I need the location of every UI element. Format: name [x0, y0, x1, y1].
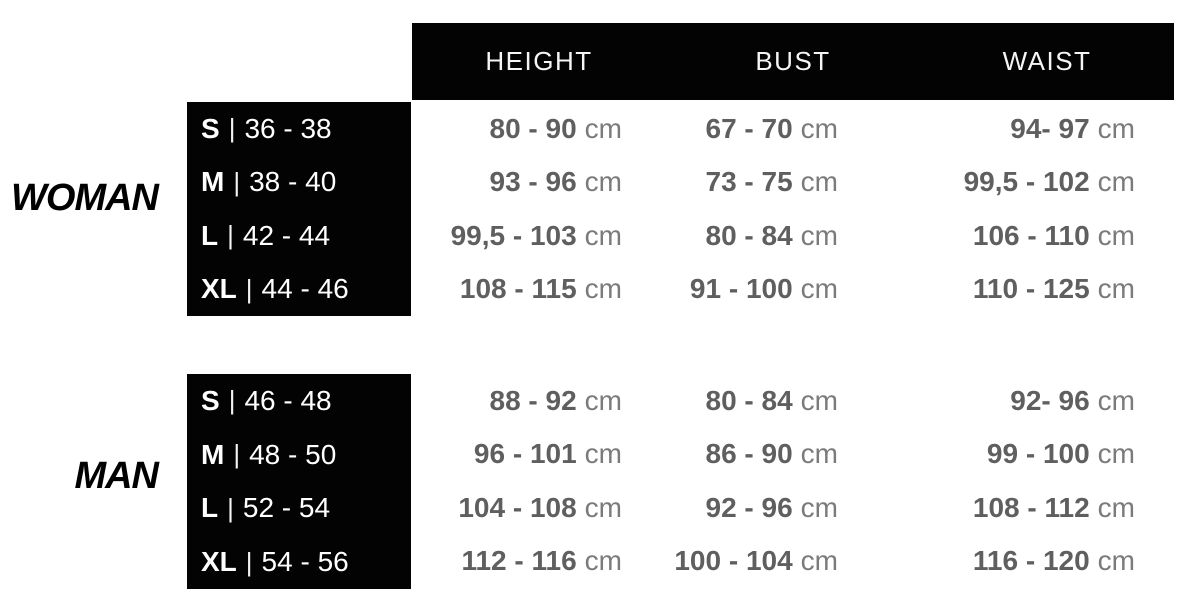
- size-letter: S: [201, 112, 220, 144]
- column-header-bust: BUST: [755, 46, 831, 76]
- value-number: 108 - 112: [972, 491, 1090, 523]
- value-number: 80 - 84: [705, 219, 793, 251]
- size-separator: |: [245, 546, 253, 577]
- woman-xl-height: [412, 263, 666, 317]
- value-unit: cm: [1097, 384, 1135, 416]
- size-separator: |: [233, 439, 241, 470]
- value-unit: cm: [584, 491, 622, 523]
- size-separator: |: [233, 166, 241, 197]
- woman-size-row-l: [187, 209, 411, 263]
- size-range: 36 - 38: [244, 112, 332, 144]
- man-xl-waist: [920, 535, 1174, 589]
- size-range: 38 - 40: [249, 166, 337, 198]
- woman-xl-bust: [666, 263, 920, 317]
- woman-l-height: [412, 209, 666, 263]
- size-letter: S: [201, 384, 220, 416]
- value-number: 93 - 96: [489, 166, 577, 198]
- man-l-height: [412, 481, 666, 535]
- man-l-bust: [666, 481, 920, 535]
- woman-size-row-m: [187, 156, 411, 210]
- man-size-row-l: [187, 482, 411, 536]
- size-letter: M: [201, 166, 225, 198]
- woman-values: [412, 102, 1174, 316]
- size-range: 54 - 56: [261, 546, 349, 578]
- value-number: 108 - 115: [459, 273, 577, 305]
- man-l-waist: [920, 481, 1174, 535]
- size-range: 46 - 48: [244, 384, 332, 416]
- man-s-waist: [920, 374, 1174, 428]
- value-number: 99,5 - 102: [963, 166, 1090, 198]
- woman-m-waist: [920, 156, 1174, 210]
- size-range: 48 - 50: [249, 438, 337, 470]
- man-xl-height: [412, 535, 666, 589]
- man-s-height: [412, 374, 666, 428]
- value-unit: cm: [800, 273, 838, 305]
- value-unit: cm: [800, 384, 838, 416]
- value-number: 100 - 104: [674, 545, 793, 577]
- value-unit: cm: [800, 438, 838, 470]
- value-unit: cm: [1097, 438, 1135, 470]
- value-number: 92 - 96: [705, 491, 793, 523]
- value-unit: cm: [1097, 219, 1135, 251]
- value-number: 106 - 110: [972, 219, 1090, 251]
- woman-s-height: [412, 102, 666, 156]
- value-unit: cm: [1097, 545, 1135, 577]
- column-header-waist: WAIST: [1002, 46, 1092, 76]
- value-unit: cm: [584, 273, 622, 305]
- size-separator: |: [228, 385, 236, 416]
- woman-size-row-xl: [187, 263, 411, 317]
- value-number: 73 - 75: [705, 166, 793, 198]
- size-range: 42 - 44: [242, 219, 331, 251]
- value-number: 91 - 100: [689, 273, 793, 305]
- man-values: [412, 374, 1174, 588]
- value-unit: cm: [800, 166, 838, 198]
- value-unit: cm: [1097, 112, 1135, 144]
- woman-m-height: [412, 156, 666, 210]
- value-number: 112 - 116: [461, 545, 577, 577]
- woman-size-row-s: [187, 102, 411, 156]
- man-size-row-xl: [187, 535, 411, 589]
- woman-l-waist: [920, 209, 1174, 263]
- value-number: 80 - 90: [489, 112, 577, 144]
- value-number: 92- 96: [1010, 384, 1090, 416]
- value-unit: cm: [584, 219, 622, 251]
- man-s-bust: [666, 374, 920, 428]
- value-number: 116 - 120: [972, 545, 1090, 577]
- size-letter: XL: [201, 273, 237, 305]
- size-range: 44 - 46: [261, 273, 349, 305]
- man-m-waist: [920, 428, 1174, 482]
- value-number: 96 - 101: [473, 438, 577, 470]
- woman-s-bust: [666, 102, 920, 156]
- size-letter: XL: [201, 546, 237, 578]
- value-unit: cm: [584, 545, 622, 577]
- value-unit: cm: [1097, 166, 1135, 198]
- value-unit: cm: [584, 384, 622, 416]
- value-unit: cm: [584, 438, 622, 470]
- man-size-box: [187, 374, 411, 589]
- value-number: 88 - 92: [489, 384, 577, 416]
- man-xl-bust: [666, 535, 920, 589]
- woman-s-waist: [920, 102, 1174, 156]
- value-unit: cm: [1097, 273, 1135, 305]
- value-number: 110 - 125: [972, 273, 1090, 305]
- size-separator: |: [227, 220, 234, 251]
- table-header: [412, 23, 1174, 100]
- value-unit: cm: [800, 112, 838, 144]
- value-number: 104 - 108: [458, 491, 577, 523]
- size-separator: |: [227, 492, 234, 523]
- value-unit: cm: [800, 219, 838, 251]
- value-unit: cm: [800, 545, 838, 577]
- value-unit: cm: [584, 166, 622, 198]
- value-unit: cm: [1097, 491, 1135, 523]
- size-letter: L: [201, 219, 219, 251]
- value-number: 99 - 100: [986, 438, 1090, 470]
- size-letter: L: [201, 492, 219, 524]
- section-label-man: MAN: [74, 455, 158, 497]
- value-unit: cm: [584, 112, 622, 144]
- value-unit: cm: [800, 491, 838, 523]
- man-m-bust: [666, 428, 920, 482]
- man-size-row-m: [187, 428, 411, 482]
- value-number: 94- 97: [1010, 112, 1090, 144]
- man-size-row-s: [187, 374, 411, 428]
- size-range: 52 - 54: [242, 492, 331, 524]
- value-number: 86 - 90: [705, 438, 793, 470]
- woman-l-bust: [666, 209, 920, 263]
- size-letter: M: [201, 438, 225, 470]
- column-header-height: HEIGHT: [485, 46, 593, 76]
- value-number: 99,5 - 103: [450, 219, 577, 251]
- woman-size-box: [187, 102, 411, 316]
- woman-xl-waist: [920, 263, 1174, 317]
- value-number: 67 - 70: [705, 112, 793, 144]
- size-separator: |: [245, 273, 253, 304]
- value-number: 80 - 84: [705, 384, 793, 416]
- size-separator: |: [228, 113, 236, 144]
- section-label-woman: WOMAN: [11, 177, 158, 219]
- woman-m-bust: [666, 156, 920, 210]
- man-m-height: [412, 428, 666, 482]
